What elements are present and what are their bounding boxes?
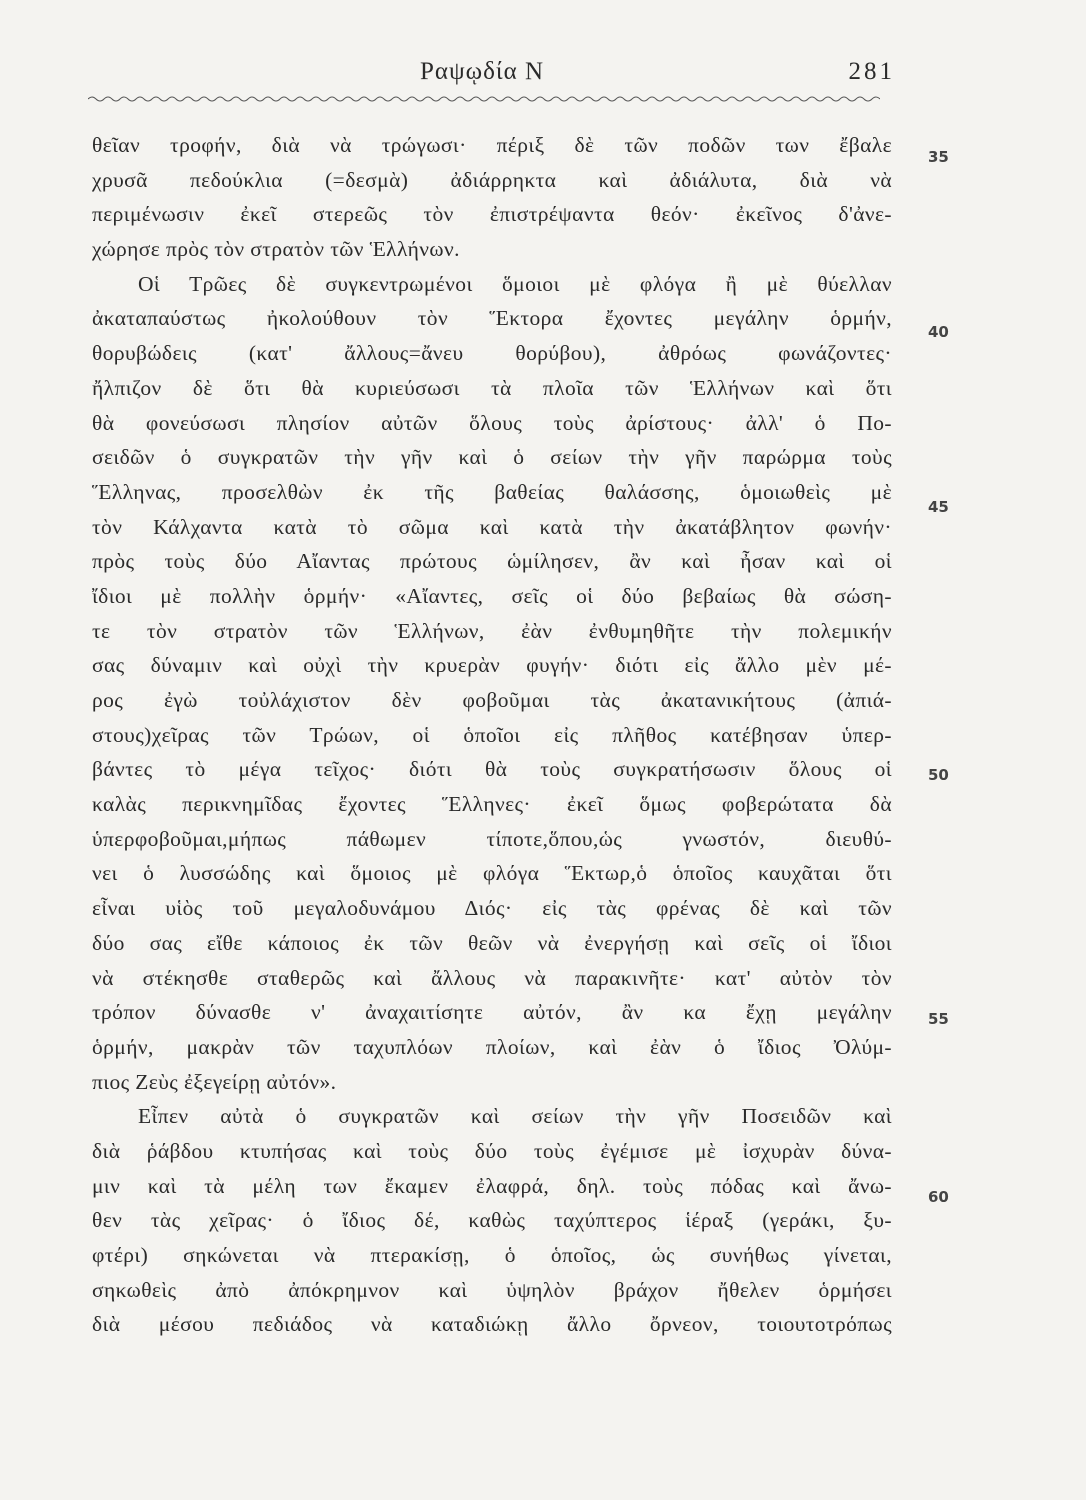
text-line: δύο σας εἴθε κάποιος ἐκ τῶν θεῶν νὰ ἐνεργήσῃ καὶ σεῖς οἱ ἴδιοι	[92, 930, 892, 955]
line-number: 40	[928, 323, 949, 341]
text-line: μιν καὶ τὰ μέλη των ἔκαμεν ἐλαφρά, δηλ. τοὺς πόδας καὶ ἄνω-	[92, 1173, 892, 1198]
text-line: τὸν Κάλχαντα κατὰ τὸ σῶμα καὶ κατὰ τὴν ἀκατάβλητον φωνήν·	[92, 514, 892, 539]
text-line: νὰ στέκησθε σταθερῶς καὶ ἄλλους νὰ παρακινῆτε· κατ' αὐτὸν τὸν	[92, 965, 892, 990]
text-line: ρος ἐγὼ τοὐλάχιστον δὲν φοβοῦμαι τὰς ἀκατανικήτους (ἀπιά-	[92, 688, 892, 712]
line-number: 45	[928, 498, 949, 516]
header-wavy-rule	[88, 94, 880, 104]
text-line: Εἶπεν αὐτὰ ὁ συγκρατῶν καὶ σείων τὴν γῆν Ποσειδῶν καὶ	[138, 1104, 892, 1129]
text-line: Ἕλληνας, προσελθὼν ἐκ τῆς βαθείας θαλάσσης, ὁμοιωθεὶς μὲ	[92, 479, 892, 504]
text-line: θεῖαν τροφήν, διὰ νὰ τρώγωσι· πέριξ δὲ τῶν ποδῶν των ἔβαλε	[92, 133, 892, 157]
text-line: στους)χεῖρας τῶν Τρώων, οἱ ὁποῖοι εἰς πλῆθος κατέβησαν ὑπερ-	[92, 722, 892, 747]
body-text	[92, 128, 892, 1342]
text-line: θεν τὰς χεῖρας· ὁ ἴδιος δέ, καθὼς ταχύπτερος ἱέραξ (γεράκι, ξυ-	[92, 1208, 892, 1233]
line-number: 50	[928, 766, 949, 784]
text-line: Οἱ Τρῶες δὲ συγκεντρωμένοι ὅμοιοι μὲ φλόγα ἢ μὲ θύελλαν	[138, 271, 892, 296]
text-line: τε τὸν στρατὸν τῶν Ἑλλήνων, ἐὰν ἐνθυμηθῆτε τὴν πολεμικήν	[92, 618, 892, 643]
text-line: πιος Ζεὺς ἐξεγείρῃ αὐτόν».	[92, 1069, 337, 1094]
line-number: 60	[928, 1188, 949, 1206]
text-line: φτέρι) σηκώνεται νὰ πτερακίσῃ, ὁ ὁποῖος, ὡς συνήθως γίνεται,	[92, 1243, 892, 1267]
text-line: σηκωθεὶς ἀπὸ ἀπόκρημνον καὶ ὑψηλὸν βράχον ἤθελεν ὁρμήσει	[92, 1277, 892, 1302]
text-line: ἴδιοι μὲ πολλὴν ὁρμήν· «Αἴαντες, σεῖς οἱ δύο βεβαίως θὰ σώση-	[92, 583, 892, 608]
text-line: θορυβώδεις (κατ' ἄλλους=ἄνευ θορύβου), ἀθρόως φωνάζοντες·	[92, 341, 892, 366]
text-line: σας δύναμιν καὶ οὐχὶ τὴν κρυερὰν φυγήν· διότι εἰς ἄλλο μὲν μέ-	[92, 653, 892, 678]
chapter-title: Ραψῳδία Ν	[420, 58, 545, 85]
text-line: τρόπον δύνασθε ν' ἀναχαιτίσητε αὐτόν, ἂν κα ἔχῃ μεγάλην	[92, 1000, 892, 1025]
text-line: ὑπερφοβοῦμαι,μήπως πάθωμεν τίποτε,ὅπου,ὡς γνωστόν, διευθύ-	[92, 826, 892, 851]
text-line: εἶναι υἱὸς τοῦ μεγαλοδυνάμου Διός· εἰς τὰς φρένας δὲ καὶ τῶν	[92, 896, 892, 921]
line-number: 55	[928, 1010, 949, 1028]
text-line: ἤλπιζον δὲ ὅτι θὰ κυριεύσωσι τὰ πλοῖα τῶν Ἑλλήνων καὶ ὅτι	[92, 375, 892, 400]
text-line: διὰ μέσου πεδιάδος νὰ καταδιώκῃ ἄλλο ὄρνεον, τοιουτοτρόπως	[92, 1312, 892, 1337]
text-line: σειδῶν ὁ συγκρατῶν τὴν γῆν καὶ ὁ σείων τὴν γῆν παρώρμα τοὺς	[92, 445, 892, 470]
text-line: καλὰς περικνημῖδας ἔχοντες Ἕλληνες· ἐκεῖ ὅμως φοβερώτατα δὰ	[92, 792, 892, 817]
text-line: νει ὁ λυσσώδης καὶ ὅμοιος μὲ φλόγα Ἕκτωρ,ὁ ὁποῖος καυχᾶται ὅτι	[92, 861, 892, 886]
text-line: χώρησε πρὸς τὸν στρατὸν τῶν Ἑλλήνων.	[92, 237, 460, 262]
text-line: περιμένωσιν ἐκεῖ στερεῶς τὸν ἐπιστρέψαντα θεόν· ἐκεῖνος δ'ἀνε-	[92, 202, 892, 227]
running-head	[90, 58, 895, 94]
text-line: ὁρμήν, μακρὰν τῶν ταχυπλόων πλοίων, καὶ ἐὰν ὁ ἴδιος Ὀλύμ-	[92, 1034, 892, 1059]
page-number: 281	[848, 58, 895, 85]
text-line: πρὸς τοὺς δύο Αἴαντας πρώτους ὡμίλησεν, ἂν καὶ ἦσαν καὶ οἱ	[92, 549, 892, 574]
line-number: 35	[928, 148, 949, 166]
text-line: βάντες τὸ μέγα τεῖχος· διότι θὰ τοὺς συγκρατήσωσιν ὅλους οἱ	[92, 757, 892, 782]
text-line: διὰ ῥάβδου κτυπήσας καὶ τοὺς δύο τοὺς ἐγέμισε μὲ ἰσχυρὰν δύνα-	[92, 1138, 892, 1163]
text-line: ἀκαταπαύστως ἠκολούθουν τὸν Ἕκτορα ἔχοντες μεγάλην ὁρμήν,	[92, 306, 892, 331]
text-line: θὰ φονεύσωσι πλησίον αὐτῶν ὅλους τοὺς ἀρίστους· ἀλλ' ὁ Πο-	[92, 410, 892, 435]
text-line: χρυσᾶ πεδούκλια (=δεσμὰ) ἀδιάρρηκτα καὶ ἀδιάλυτα, διὰ νὰ	[92, 167, 892, 192]
